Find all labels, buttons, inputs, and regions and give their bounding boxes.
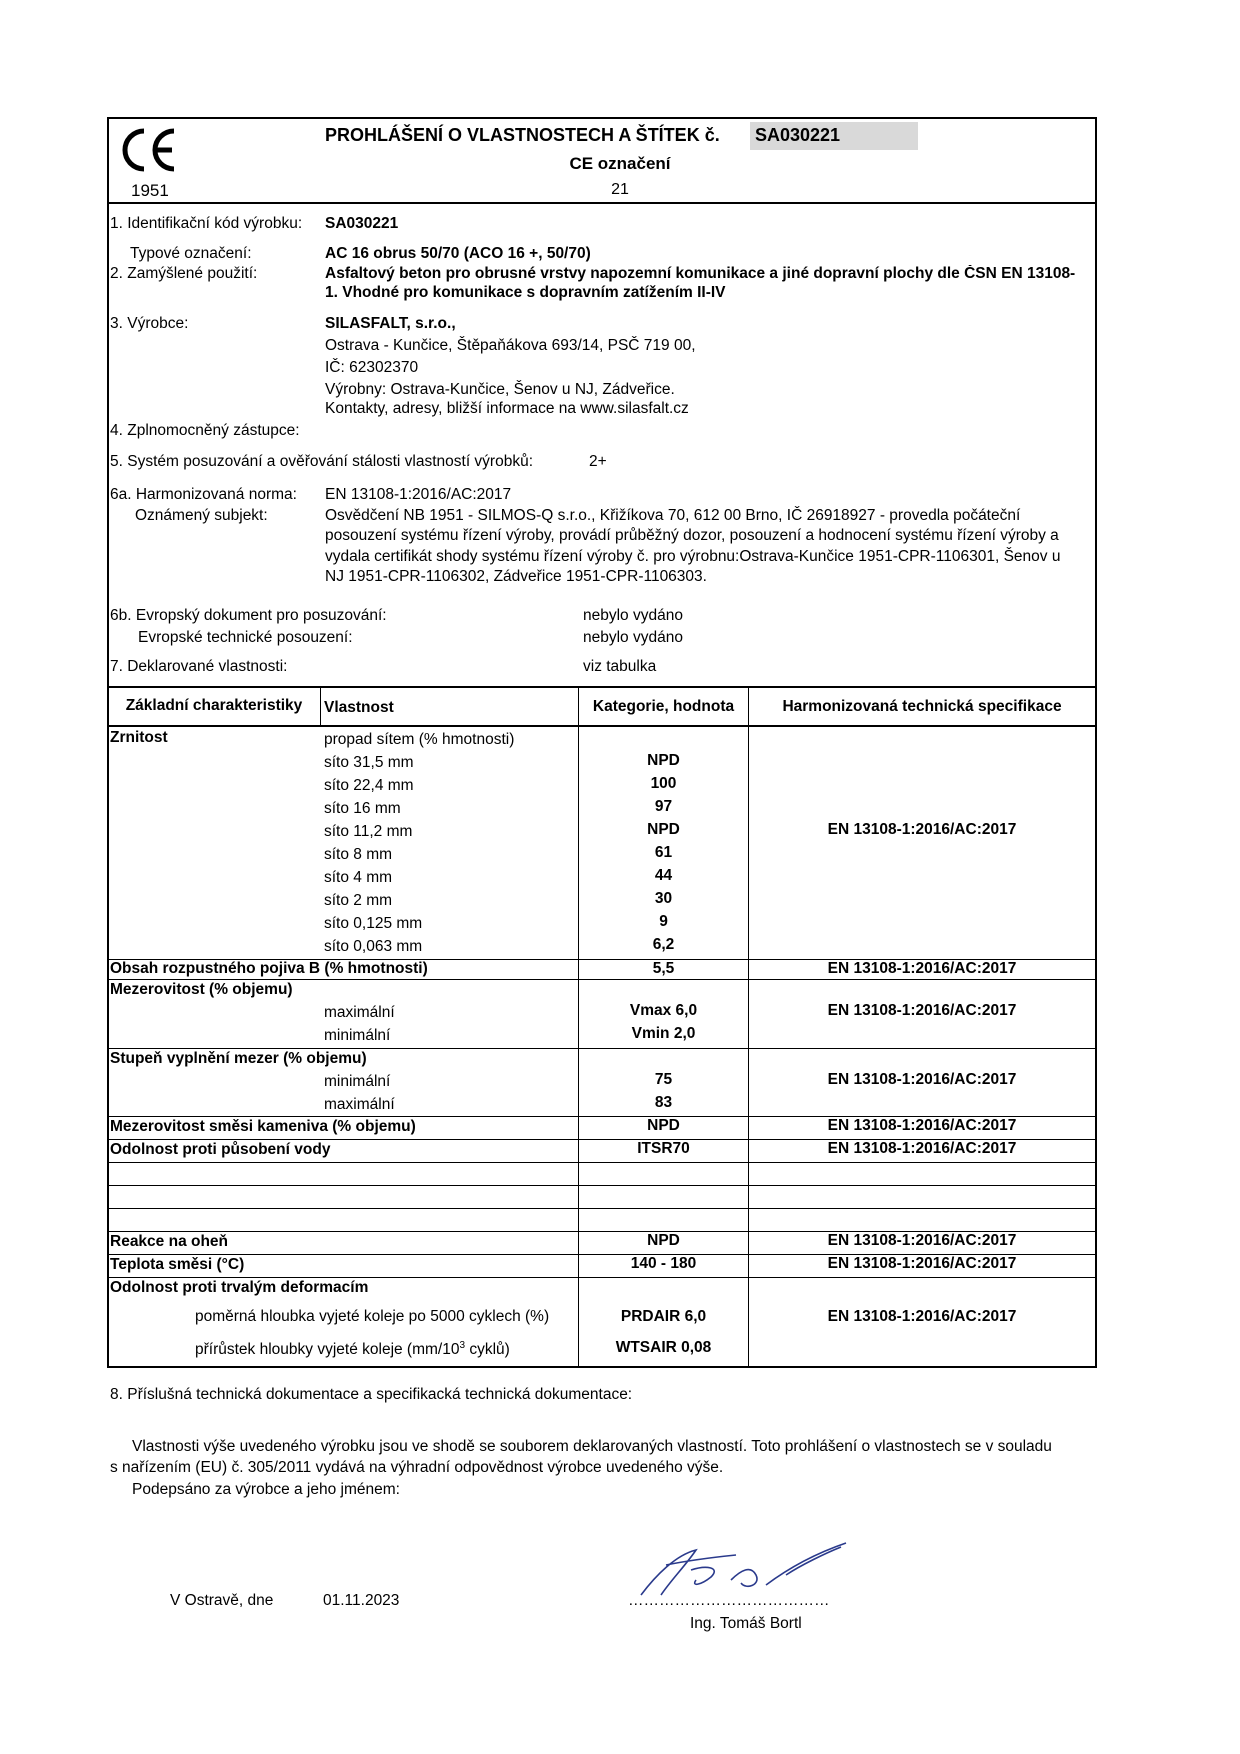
- f3-label: 3. Výrobce:: [110, 315, 189, 332]
- voids-max-value: Vmax 6,0: [629, 1002, 698, 1019]
- row-line: [107, 1277, 1097, 1278]
- page-subtitle: CE označení: [569, 154, 671, 173]
- ce-number: 1951: [131, 181, 169, 200]
- type-label: Typové označení:: [130, 245, 252, 262]
- vfb-min-label: minimální: [324, 1073, 391, 1090]
- row-line: [107, 1162, 1097, 1163]
- f4-label: 4. Zplnomocněný zástupce:: [110, 422, 300, 439]
- vfb-min-value: 75: [654, 1071, 673, 1088]
- doc-number: SA030221: [755, 125, 841, 145]
- grading-title: Zrnitost: [110, 729, 168, 746]
- spec-value: EN 13108-1:2016/AC:2017: [827, 1308, 1017, 1325]
- sieve-value: 44: [654, 867, 673, 884]
- sieve-name: síto 4 mm: [324, 869, 393, 886]
- f6a-label: 6a. Harmonizovaná norma:: [110, 486, 297, 503]
- spec-value: EN 13108-1:2016/AC:2017: [827, 1071, 1017, 1088]
- binder-label: Obsah rozpustného pojiva B (% hmotnosti): [110, 960, 428, 977]
- grading-sub: propad sítem (% hmotnosti): [324, 731, 515, 748]
- vma-label: Mezerovitost směsi kameniva (% objemu): [110, 1118, 416, 1135]
- binder-value: 5,5: [652, 960, 675, 977]
- voids-title: Mezerovitost (% objemu): [110, 981, 293, 998]
- date-value: 01.11.2023: [323, 1592, 400, 1609]
- water-value: ITSR70: [637, 1140, 690, 1157]
- f6a-value: EN 13108-1:2016/AC:2017: [325, 486, 512, 503]
- year-label: 21: [611, 181, 629, 198]
- fire-value: NPD: [647, 1232, 680, 1249]
- ets-value: nebylo vydáno: [583, 629, 683, 646]
- f5-label: 5. Systém posuzování a ověřování stálosti vlastností výrobků:: [110, 453, 534, 470]
- table-col-line-1: [320, 686, 321, 727]
- col-header: Harmonizovaná technická specifikace: [782, 698, 1062, 715]
- sieve-value: 9: [659, 913, 668, 930]
- f1-label: 1. Identifikační kód výrobku:: [110, 215, 303, 232]
- spec-value: EN 13108-1:2016/AC:2017: [827, 1255, 1017, 1272]
- notified-line1: Osvědčení NB 1951 - SILMOS-Q s.r.o., Křižíkova 70, 612 00 Brno, IČ 26918927 - provedla počáteční: [325, 507, 1021, 524]
- fire-label: Reakce na oheň: [110, 1233, 229, 1250]
- col-header: Vlastnost: [324, 699, 394, 716]
- sieve-value: NPD: [647, 752, 680, 769]
- sieve-name: síto 0,063 mm: [324, 938, 423, 955]
- deform-2-value: WTSAIR 0,08: [615, 1339, 712, 1356]
- deform-2-label: přírůstek hloubky vyjeté koleje ($mm/10^3$ cyklů): [195, 1340, 510, 1359]
- row-line: [107, 1208, 1097, 1209]
- f3-line3: IČ: 62302370: [325, 359, 419, 376]
- table-top-line: [107, 686, 1097, 688]
- signature-line: …………………………………: [628, 1592, 830, 1609]
- voids-min-value: Vmin 2,0: [631, 1025, 696, 1042]
- signatory-name: Ing. Tomáš Bortl: [690, 1615, 802, 1632]
- ets-label: Evropské technické posouzení:: [138, 629, 353, 646]
- f3-line4: Výrobny: Ostrava-Kunčice, Šenov u NJ, Zádveřice.: [325, 381, 675, 398]
- voids-min-label: minimální: [324, 1027, 391, 1044]
- vfb-max-value: 83: [654, 1094, 673, 1111]
- f2-line2: 1. Vhodné pro komunikace s dopravním zatížením II-IV: [325, 284, 726, 301]
- sieve-name: síto 0,125 mm: [324, 915, 423, 932]
- f3-line2: Ostrava - Kunčice, Štěpaňákova 693/14, PSČ 719 00,: [325, 337, 696, 354]
- vfb-title: Stupeň vyplnění mezer (% objemu): [110, 1050, 367, 1067]
- notified-line3: vydala certifikát shody systému řízení výroby č. pro výrobnu:Ostrava-Kunčice 1951-CPR-1106301, Šenov u: [325, 548, 1061, 565]
- sieve-value: 100: [650, 775, 677, 792]
- spec-value: EN 13108-1:2016/AC:2017: [827, 821, 1017, 838]
- vfb-max-label: maximální: [324, 1096, 395, 1113]
- spec-value: EN 13108-1:2016/AC:2017: [827, 1002, 1017, 1019]
- sieve-name: síto 16 mm: [324, 800, 401, 817]
- header-divider: [107, 202, 1097, 204]
- f3-line1: SILASFALT, s.r.o.,: [325, 315, 456, 332]
- notified-line4: NJ 1951-CPR-1106302, Zádveřice 1951-CPR-1106303.: [325, 568, 707, 585]
- type-value: AC 16 obrus 50/70 (ACO 16 +, 50/70): [325, 245, 591, 262]
- table-header-line: [107, 725, 1097, 727]
- place-label: V Ostravě, dne: [170, 1592, 274, 1609]
- sieve-name: síto 31,5 mm: [324, 754, 414, 771]
- declaration-line1: Vlastnosti výše uvedeného výrobku jsou ve shodě se souborem deklarovaných vlastností. Toto prohlášení o vlastnostech se v souladu: [132, 1438, 1052, 1455]
- f7-label: 7. Deklarované vlastnosti:: [110, 658, 288, 675]
- temp-label: Teplota směsi (°C): [110, 1256, 245, 1273]
- document-frame: [107, 117, 1097, 1368]
- sieve-value: 30: [654, 890, 673, 907]
- signed-by-label: Podepsáno za výrobce a jeho jménem:: [132, 1481, 400, 1498]
- spec-value: EN 13108-1:2016/AC:2017: [827, 960, 1017, 977]
- sieve-name: síto 2 mm: [324, 892, 393, 909]
- f2-label: 2. Zamýšlené použití:: [110, 265, 258, 282]
- sieve-value: 97: [654, 798, 673, 815]
- f5-value: 2+: [589, 453, 607, 470]
- vma-value: NPD: [647, 1117, 680, 1134]
- sieve-value: NPD: [647, 821, 680, 838]
- declaration-line2: s nařízením (EU) č. 305/2011 vydává na výhradní odpovědnost výrobce uvedeného výše.: [110, 1459, 724, 1476]
- ce-mark-icon: [120, 127, 180, 173]
- spec-value: EN 13108-1:2016/AC:2017: [827, 1232, 1017, 1249]
- sieve-value: 61: [654, 844, 673, 861]
- sieve-value: 6,2: [652, 936, 675, 953]
- row-line: [107, 979, 1097, 980]
- sieve-name: síto 22,4 mm: [324, 777, 414, 794]
- water-label: Odolnost proti působení vody: [110, 1141, 331, 1158]
- f1-value: SA030221: [325, 215, 399, 232]
- row-line: [107, 1048, 1097, 1049]
- notified-line2: posouzení systému řízení výroby, provádí průběžný dozor, posouzení a hodnocení systému řízení výroby a: [325, 527, 1059, 544]
- notified-label: Oznámený subjekt:: [135, 507, 268, 524]
- f2-line1: Asfaltový beton pro obrusné vrstvy napozemní komunikace a jiné dopravní plochy dle ČSN EN 13108-: [325, 265, 1076, 282]
- voids-max-label: maximální: [324, 1004, 395, 1021]
- f8-label: 8. Příslušná technická dokumentace a specifikacká technická dokumentace:: [110, 1386, 633, 1403]
- sieve-name: síto 11,2 mm: [324, 823, 413, 840]
- deform-1-label: poměrná hloubka vyjeté koleje po 5000 cyklech (%): [195, 1308, 550, 1325]
- spec-value: EN 13108-1:2016/AC:2017: [827, 1140, 1017, 1157]
- sieve-name: síto 8 mm: [324, 846, 393, 863]
- col-header: Základní charakteristiky: [125, 697, 303, 714]
- page-title: PROHLÁŠENÍ O VLASTNOSTECH A ŠTÍTEK č.: [325, 125, 720, 145]
- row-line: [107, 1185, 1097, 1186]
- temp-value: 140 - 180: [630, 1255, 697, 1272]
- col-header: Kategorie, hodnota: [592, 698, 735, 715]
- spec-value: EN 13108-1:2016/AC:2017: [827, 1117, 1017, 1134]
- f3-line5: Kontakty, adresy, bližší informace na www.silasfalt.cz: [325, 400, 689, 417]
- deform-title: Odolnost proti trvalým deformacím: [110, 1279, 369, 1296]
- f7-value: viz tabulka: [583, 658, 657, 675]
- f6b-value: nebylo vydáno: [583, 607, 683, 624]
- f6b-label: 6b. Evropský dokument pro posuzování:: [110, 607, 387, 624]
- deform-1-value: PRDAIR 6,0: [620, 1308, 707, 1325]
